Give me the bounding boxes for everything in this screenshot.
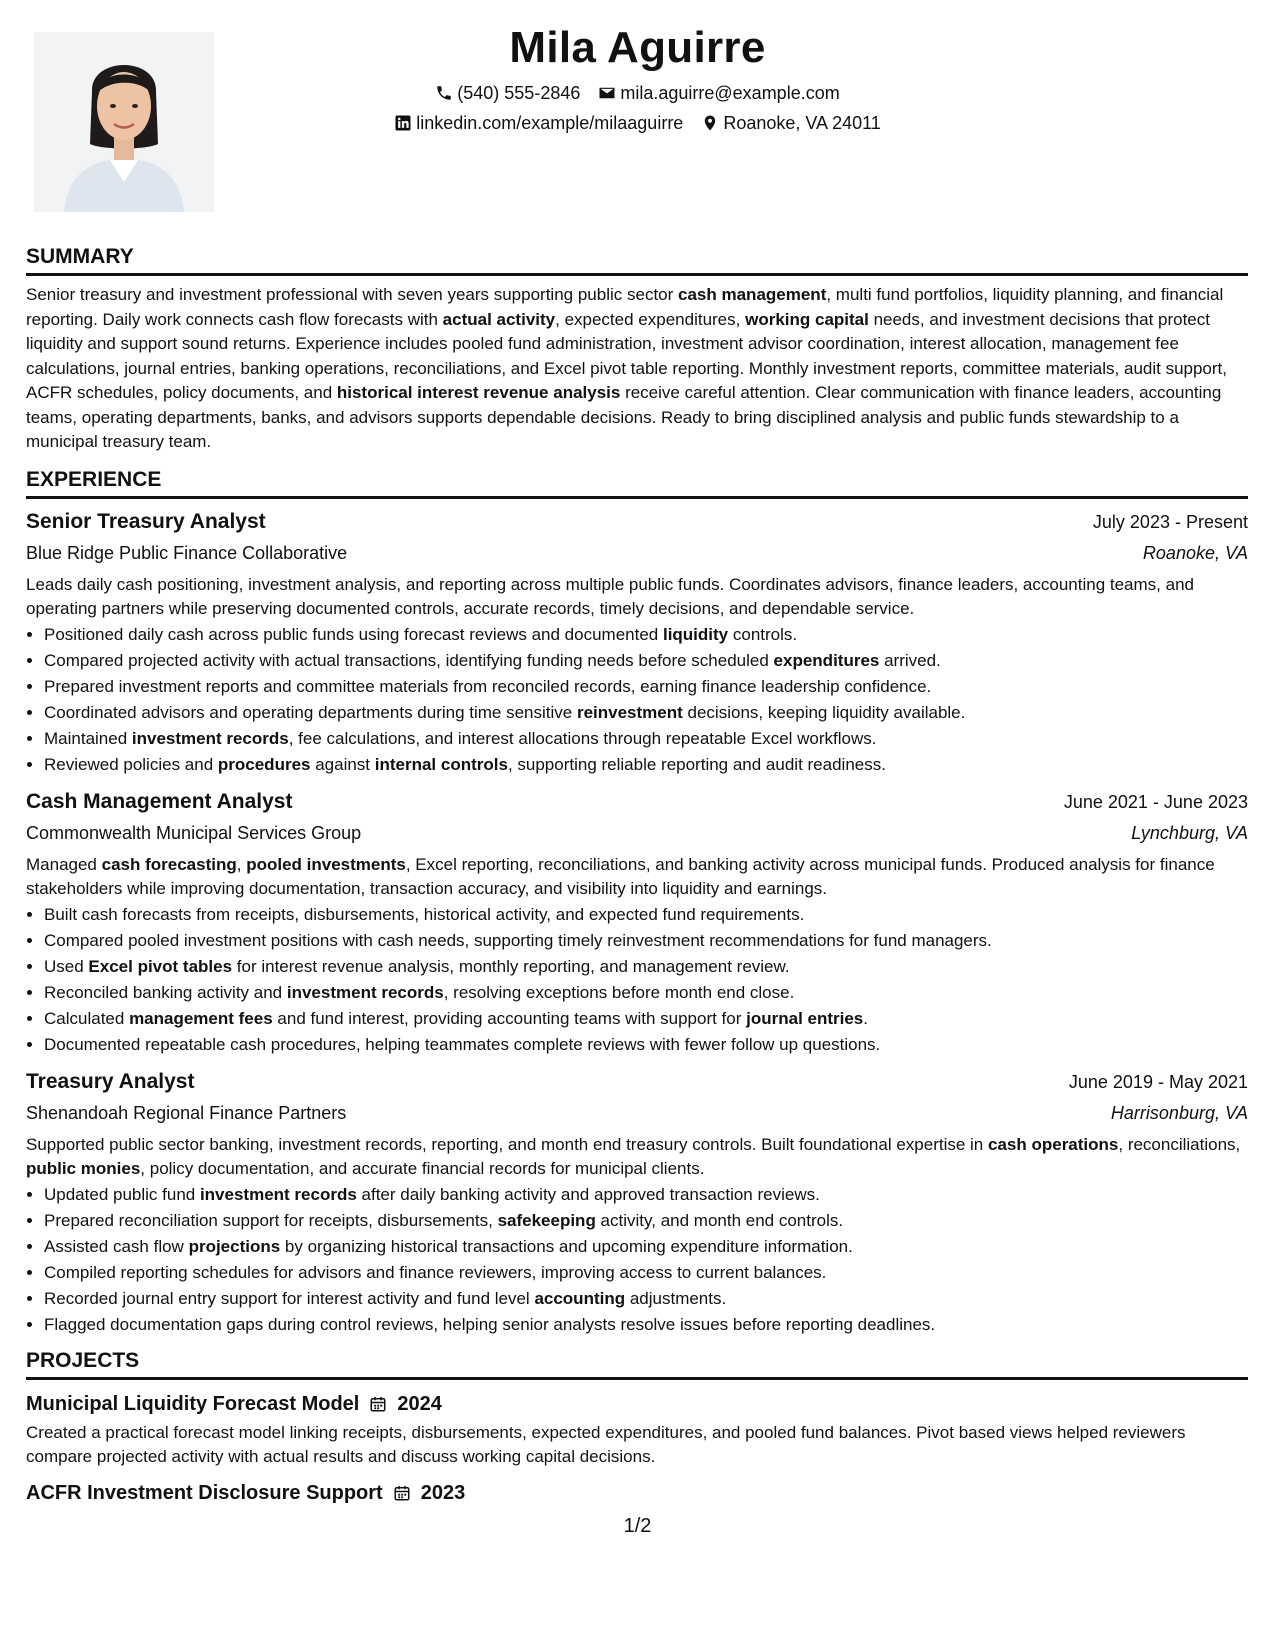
job-summary: Leads daily cash positioning, investment analysis, and reporting across multiple public funds. Coordinates advisors, finance leaders, accounting teams, and operating partners while preserving documented controls, accurate records, timely decisions, and dependable service.: [26, 574, 1194, 618]
bullet-item: • Reviewed policies and procedures against internal controls, supporting reliable reporting and audit readiness.: [44, 752, 1248, 778]
bullet-item: • Coordinated advisors and operating departments during time sensitive reinvestment decisions, keeping liquidity available.: [44, 700, 1248, 726]
job-dates: June 2019 - May 2021: [1068, 1071, 1248, 1092]
emphasis-text: reinvestment: [576, 702, 683, 722]
job-location: Lynchburg, VA: [1131, 822, 1248, 843]
candidate-name: Mila Aguirre: [509, 23, 766, 72]
contact-row-secondary: [0, 108, 1275, 138]
bullet-item: • Recorded journal entry support for interest activity and fund level accounting adjustments.: [44, 1286, 1248, 1312]
emphasis-text: pooled investments: [246, 854, 406, 874]
calendar-icon: [393, 1484, 411, 1502]
emphasis-text: procedures: [217, 754, 311, 774]
job-bullets: [26, 622, 1248, 778]
job-location: Roanoke, VA: [1142, 542, 1248, 563]
company-name: Blue Ridge Public Finance Collaborative: [26, 542, 348, 563]
job-title: Senior Treasury Analyst: [26, 509, 266, 533]
emphasis-text: actual activity: [442, 309, 556, 329]
job-dates: June 2021 - June 2023: [1063, 791, 1248, 812]
linkedin-icon: [394, 114, 412, 132]
envelope-icon: [598, 84, 616, 102]
emphasis-text: historical interest revenue analysis: [336, 383, 621, 402]
contact-row-primary: [0, 78, 1275, 108]
job-entry: [26, 786, 1248, 1058]
project-name: Municipal Liquidity Forecast Model: [26, 1392, 360, 1415]
summary-text: Senior treasury and investment professional with seven years supporting public sector cash management, multi fund portfolios, liquidity planning, and financial reporting. Daily work connects cash flow forecasts with actual activity, expected expenditures, working capital needs, and investment decisions that protect liquidity and support sound returns. Experience includes pooled fund administration, investment advisor coordination, interest allocation, management fee calculations, journal entries, banking operations, reconciliations, and Excel pivot table reporting. Monthly investment reports, committee materials, audit support, ACFR schedules, policy documents, and historical interest revenue analysis receive careful attention. Clear communication with finance leaders, accounting teams, operating departments, banks, and advisors supports dependable decisions. Ready to bring disciplined analysis and public funds stewardship to a municipal treasury team.: [26, 285, 1227, 451]
bullet-item: • Positioned daily cash across public funds using forecast reviews and documented liquidity controls.: [44, 622, 1248, 648]
emphasis-text: public monies: [26, 1159, 141, 1178]
emphasis-text: projections: [188, 1236, 281, 1256]
section-title-projects: PROJECTS: [26, 1348, 1248, 1380]
emphasis-text: investment records: [199, 1184, 357, 1204]
job-entry: [26, 1066, 1248, 1338]
contact-email[interactable]: [598, 78, 839, 108]
emphasis-text: journal entries: [746, 1008, 864, 1028]
job-summary: Supported public sector banking, investment records, reporting, and month end treasury controls. Built foundational expertise in cash operations, reconciliations, public monies, policy documentation, and accurate financial records for municipal clients.: [26, 1134, 1241, 1178]
experience-section: [26, 467, 1248, 1338]
contact-phone[interactable]: [435, 78, 580, 108]
bullet-item: • Calculated management fees and fund interest, providing accounting teams with support for journal entries.: [44, 1006, 1248, 1032]
summary-section: [26, 244, 1248, 455]
email-text: mila.aguirre@example.com: [620, 83, 840, 103]
job-title: Treasury Analyst: [26, 1069, 195, 1093]
bullet-item: • Built cash forecasts from receipts, disbursements, historical activity, and expected fund requirements.: [44, 902, 1248, 928]
phone-icon: [435, 84, 453, 102]
bullet-item: • Maintained investment records, fee calculations, and interest allocations through repeatable Excel workflows.: [44, 726, 1248, 752]
projects-section: [26, 1348, 1248, 1510]
emphasis-text: working capital: [745, 309, 869, 329]
job-location: Harrisonburg, VA: [1110, 1102, 1248, 1123]
bullet-item: • Compiled reporting schedules for advisors and finance reviewers, improving access to current balances.: [44, 1260, 1248, 1286]
phone-text: (540) 555-2846: [457, 83, 581, 103]
page-number: 1/2: [623, 1515, 652, 1537]
bullet-item: • Compared projected activity with actual transactions, identifying funding needs before scheduled expenditures arrived.: [44, 648, 1248, 674]
company-name: Shenandoah Regional Finance Partners: [26, 1102, 347, 1123]
project-entry: [26, 1387, 1248, 1470]
emphasis-text: accounting: [534, 1288, 626, 1308]
calendar-icon: [369, 1395, 387, 1413]
emphasis-text: cash management: [678, 285, 827, 304]
emphasis-text: safekeeping: [497, 1210, 596, 1230]
bullet-item: • Flagged documentation gaps during control reviews, helping senior analysts resolve issues before reporting deadlines.: [44, 1312, 1248, 1338]
bullet-item: • Used Excel pivot tables for interest revenue analysis, monthly reporting, and management review.: [44, 954, 1248, 980]
project-entry: [26, 1476, 1248, 1510]
contact-linkedin[interactable]: [394, 108, 683, 138]
bullet-item: • Prepared investment reports and committee materials from reconciled records, earning finance leadership confidence.: [44, 674, 1248, 700]
company-name: Commonwealth Municipal Services Group: [26, 822, 362, 843]
emphasis-text: Excel pivot tables: [88, 956, 233, 976]
project-year: 2023: [420, 1481, 466, 1504]
job-summary: Managed cash forecasting, pooled investments, Excel reporting, reconciliations, and banking activity across municipal funds. Produced analysis for finance stakeholders while improving documentation, transaction accuracy, and visibility into liquidity and earnings.: [26, 854, 1215, 898]
project-name: ACFR Investment Disclosure Support: [26, 1481, 383, 1504]
bullet-item: • Prepared reconciliation support for receipts, disbursements, safekeeping activity, and month end controls.: [44, 1208, 1248, 1234]
emphasis-text: cash operations: [988, 1134, 1119, 1154]
emphasis-text: investment records: [286, 982, 444, 1002]
linkedin-text: linkedin.com/example/milaaguirre: [416, 113, 684, 133]
emphasis-text: liquidity: [662, 624, 729, 644]
bullet-item: • Documented repeatable cash procedures, helping teammates complete reviews with fewer follow up questions.: [44, 1032, 1248, 1058]
job-entry: [26, 506, 1248, 778]
emphasis-text: internal controls: [374, 754, 508, 774]
bullet-item: • Assisted cash flow projections by organizing historical transactions and upcoming expenditure information.: [44, 1234, 1248, 1260]
bullet-item: • Compared pooled investment positions with cash needs, supporting timely reinvestment recommendations for fund managers.: [44, 928, 1248, 954]
job-bullets: [26, 1182, 1248, 1338]
bullet-item: • Reconciled banking activity and investment records, resolving exceptions before month end close.: [44, 980, 1248, 1006]
contact-location: [701, 108, 880, 138]
job-title: Cash Management Analyst: [26, 789, 293, 813]
resume-header: [0, 18, 1275, 138]
section-title-summary: SUMMARY: [26, 244, 1248, 276]
emphasis-text: investment records: [131, 728, 289, 748]
job-bullets: [26, 902, 1248, 1058]
project-description: Created a practical forecast model linking receipts, disbursements, expected expenditures, and pooled fund balances. Pivot based views helped reviewers compare projected activity with actual results and discuss working capital decisions.: [26, 1422, 1186, 1466]
bullet-item: • Updated public fund investment records after daily banking activity and approved transaction reviews.: [44, 1182, 1248, 1208]
emphasis-text: expenditures: [773, 650, 880, 670]
resume-body: [26, 244, 1248, 1516]
location-text: Roanoke, VA 24011: [723, 113, 881, 133]
section-title-experience: EXPERIENCE: [26, 467, 1248, 499]
job-dates: July 2023 - Present: [1092, 511, 1248, 532]
emphasis-text: cash forecasting: [101, 854, 237, 874]
project-year: 2024: [397, 1392, 442, 1415]
emphasis-text: management fees: [129, 1008, 273, 1028]
map-pin-icon: [701, 114, 719, 132]
